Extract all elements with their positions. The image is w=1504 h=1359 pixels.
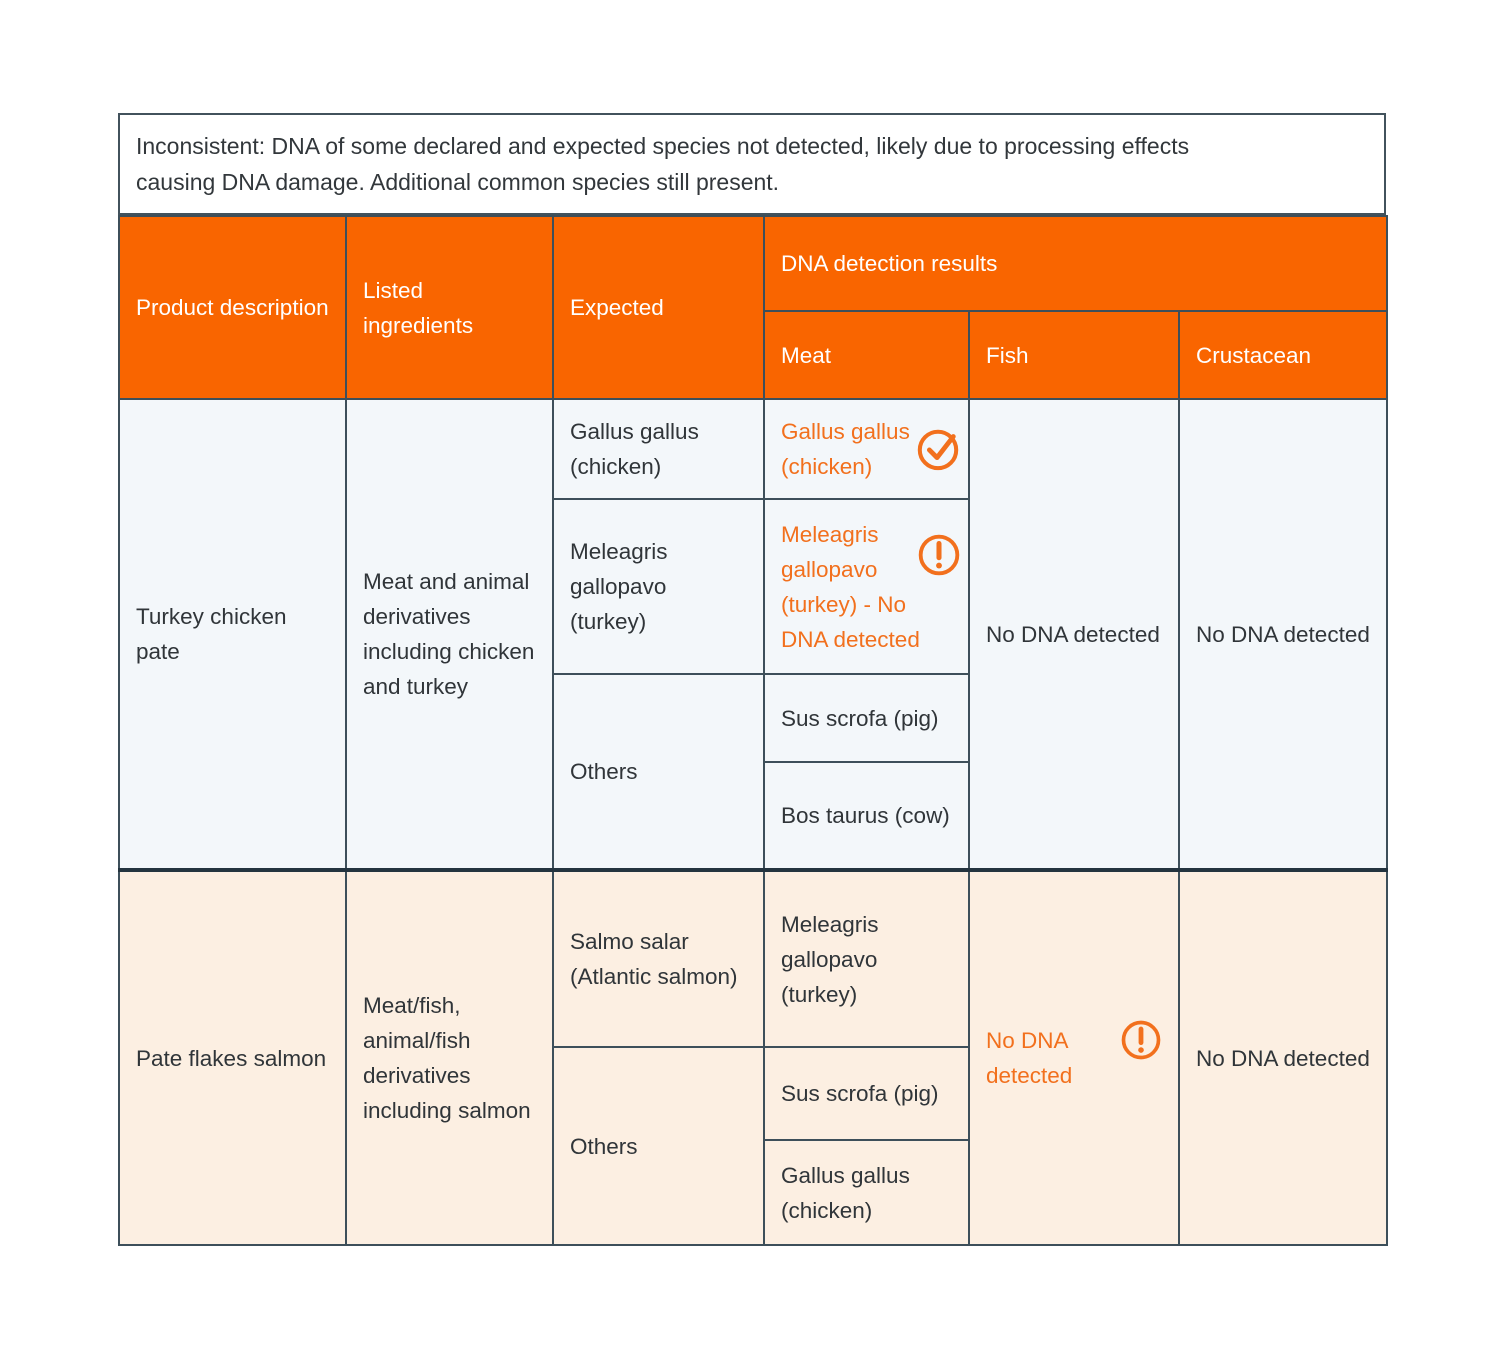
fish-result-cell: No DNA detected [969, 399, 1179, 870]
meat-result-cell [764, 399, 969, 499]
meat-result-cell: Sus scrofa (pig) [764, 674, 969, 762]
meat-result-text: Meleagris gallopavo (turkey) - No DNA detected [781, 521, 920, 652]
warning-circle-icon [917, 533, 961, 577]
meat-result-cell: Sus scrofa (pig) [764, 1047, 969, 1140]
table-row [119, 870, 1387, 1047]
meat-result-text: Gallus gallus (chicken) [781, 419, 910, 479]
expected-species-cell: Gallus gallus (chicken) [553, 399, 764, 499]
verdict-caption [118, 113, 1386, 215]
expected-species-cell: Others [553, 1047, 764, 1245]
warning-circle-icon [1120, 1019, 1162, 1061]
col-header-meat: Meat [764, 311, 969, 399]
col-header-product-description: Product description [119, 216, 346, 399]
col-header-expected: Expected [553, 216, 764, 399]
listed-ingredients-cell: Meat/fish, animal/fish derivatives including salmon [346, 870, 553, 1245]
caption-line-1: Inconsistent: DNA of some declared and expected species not detected, likely due to processing effects [136, 133, 1190, 159]
table-row [119, 399, 1387, 499]
listed-ingredients-cell: Meat and animal derivatives including chicken and turkey [346, 399, 553, 870]
crustacean-result-cell: No DNA detected [1179, 870, 1387, 1245]
col-header-fish: Fish [969, 311, 1179, 399]
meat-result-cell: Gallus gallus (chicken) [764, 1140, 969, 1245]
col-header-listed-ingredients: Listed ingredients [346, 216, 553, 399]
col-header-dna-detection-results: DNA detection results [764, 216, 1387, 311]
expected-species-cell: Others [553, 674, 764, 870]
check-circle-icon [915, 426, 961, 472]
fish-result-text: No DNA detected [986, 1028, 1073, 1088]
fish-result-cell [969, 870, 1179, 1245]
product-description-cell: Pate flakes salmon [119, 870, 346, 1245]
expected-species-cell: Salmo salar (Atlantic salmon) [553, 870, 764, 1047]
meat-result-cell: Bos taurus (cow) [764, 762, 969, 870]
product-description-cell: Turkey chicken pate [119, 399, 346, 870]
report-container [118, 113, 1386, 1246]
expected-species-cell: Meleagris gallopavo (turkey) [553, 499, 764, 674]
crustacean-result-cell: No DNA detected [1179, 399, 1387, 870]
dna-results-table [118, 215, 1388, 1246]
meat-result-cell [764, 499, 969, 674]
caption-line-2: causing DNA damage. Additional common species still present. [136, 169, 780, 195]
col-header-crustacean: Crustacean [1179, 311, 1387, 399]
meat-result-cell: Meleagris gallopavo (turkey) [764, 870, 969, 1047]
